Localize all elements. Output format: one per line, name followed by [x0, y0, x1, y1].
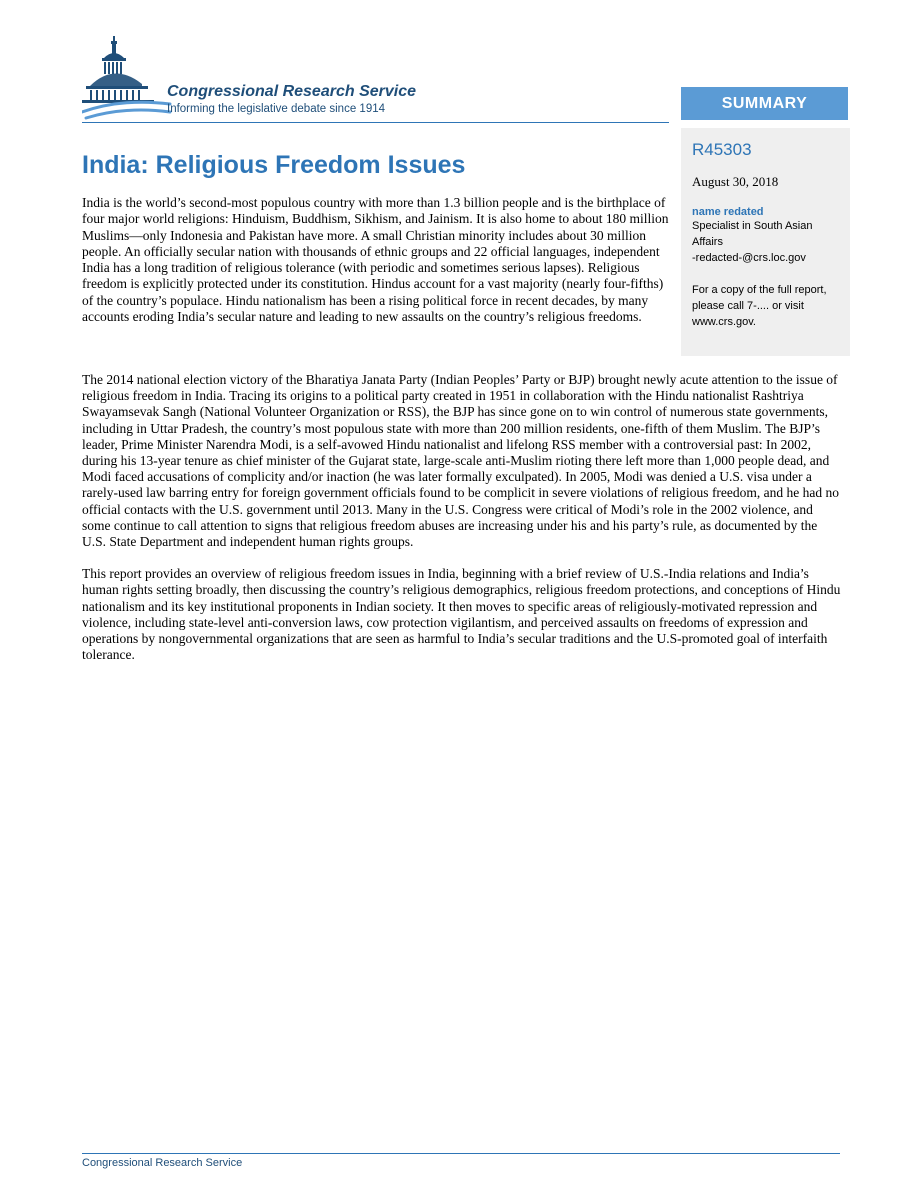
footer-divider [82, 1153, 840, 1154]
summary-paragraph-3: This report provides an overview of religious freedom issues in India, beginning with a brief review of U.S.-India relations and India’s human rights setting broadly, then discussing the country’s religious demographics, religious freedom protections, and conceptions of Hindu nationalism and its key institutional proponents in Indian society. It then moves to specific areas of religiously-motivated repression and violence, including state-level anti-conversion laws, cow protection vigilantism, and perceived assaults on freedoms of expression and operations by nongovernmental organizations that are seen as harmful to India’s secular traditions and the U.S-promoted goal of interfaith tolerance. [82, 566, 841, 663]
report-title: India: Religious Freedom Issues [82, 151, 466, 179]
author-email: -redacted-@crs.loc.gov [692, 252, 806, 264]
copy-note-line-2: please call 7-.... or visit [692, 300, 804, 312]
copy-note [692, 282, 842, 330]
header-divider [82, 122, 669, 123]
summary-heading: SUMMARY [681, 87, 848, 120]
author-name: name redated [692, 206, 764, 218]
summary-body [82, 372, 844, 679]
summary-paragraph-2: The 2014 national election victory of the Bharatiya Janata Party (Indian Peoples’ Party or BJP) brought newly acute attention to the issue of religious freedom in India. Tracing its origins to a political party created in 1951 in collaboration with the Hindu nationalist Rashtriya Swayamsevak Sangh (National Volunteer Organization or RSS), the BJP has since gone on to win control of numerous state governments, including in Uttar Pradesh, the country’s most populous state with more than 200 million residents, one-fifth of them Muslim. The BJP’s leader, Prime Minister Narendra Modi, is a self-avowed Hindu nationalist and lifelong RSS member with a controversial past: In 2002, during his 13-year tenure as chief minister of the Gujarat state, large-scale anti-Muslim rioting there left more than 1,000 people dead, and Modi faced accusations of complicity and/or inaction (he was later formally exculpated). In 2005, Modi was denied a U.S. visa under a rarely-used law barring entry for foreign government officials found to be complicit in severe violations of religious freedom, and he had no official contacts with the U.S. government until 2013. Many in the U.S. Congress were critical of Modi’s role in the 2002 violence, and some continue to call attention to signs that religious freedom abuses are increasing under his and his party’s rule, as documented by the U.S. State Department and independent human rights groups. [82, 372, 840, 550]
summary-sidebar [681, 128, 850, 356]
org-tagline: Informing the legislative debate since 1914 [167, 103, 386, 115]
copy-note-line-1: For a copy of the full report, [692, 284, 827, 296]
report-number: R45303 [692, 140, 752, 159]
report-date: August 30, 2018 [692, 174, 779, 189]
author-title-line-2: Affairs [692, 236, 723, 248]
capitol-dome-logo-icon [82, 36, 172, 120]
author-title-line-1: Specialist in South Asian [692, 220, 813, 232]
org-name: Congressional Research Service [167, 83, 417, 100]
copy-note-line-3: www.crs.gov. [692, 316, 756, 328]
footer-org-name: Congressional Research Service [82, 1157, 243, 1169]
summary-paragraph-1: India is the world’s second-most populous country with more than 1.3 billion people and is the birthplace of four major world religions: Hinduism, Buddhism, Sikhism, and Jainism. It is also home to about 180 million Muslims—only Indonesia and Pakistan have more. A small Christian minority includes about 30 million people. An officially secular nation with thousands of ethnic groups and 22 official languages, independent India has a long tradition of religious tolerance (with periodic and sometimes serious lapses). Religious freedom is explicitly protected under its constitution. Hindus account for a vast majority (nearly four-fifths) of the country’s populace. Hindu nationalism has been a rising political force in recent decades, by many accounts eroding India’s secular nature and leading to new assaults on the country’s religious freedoms. [82, 195, 669, 325]
